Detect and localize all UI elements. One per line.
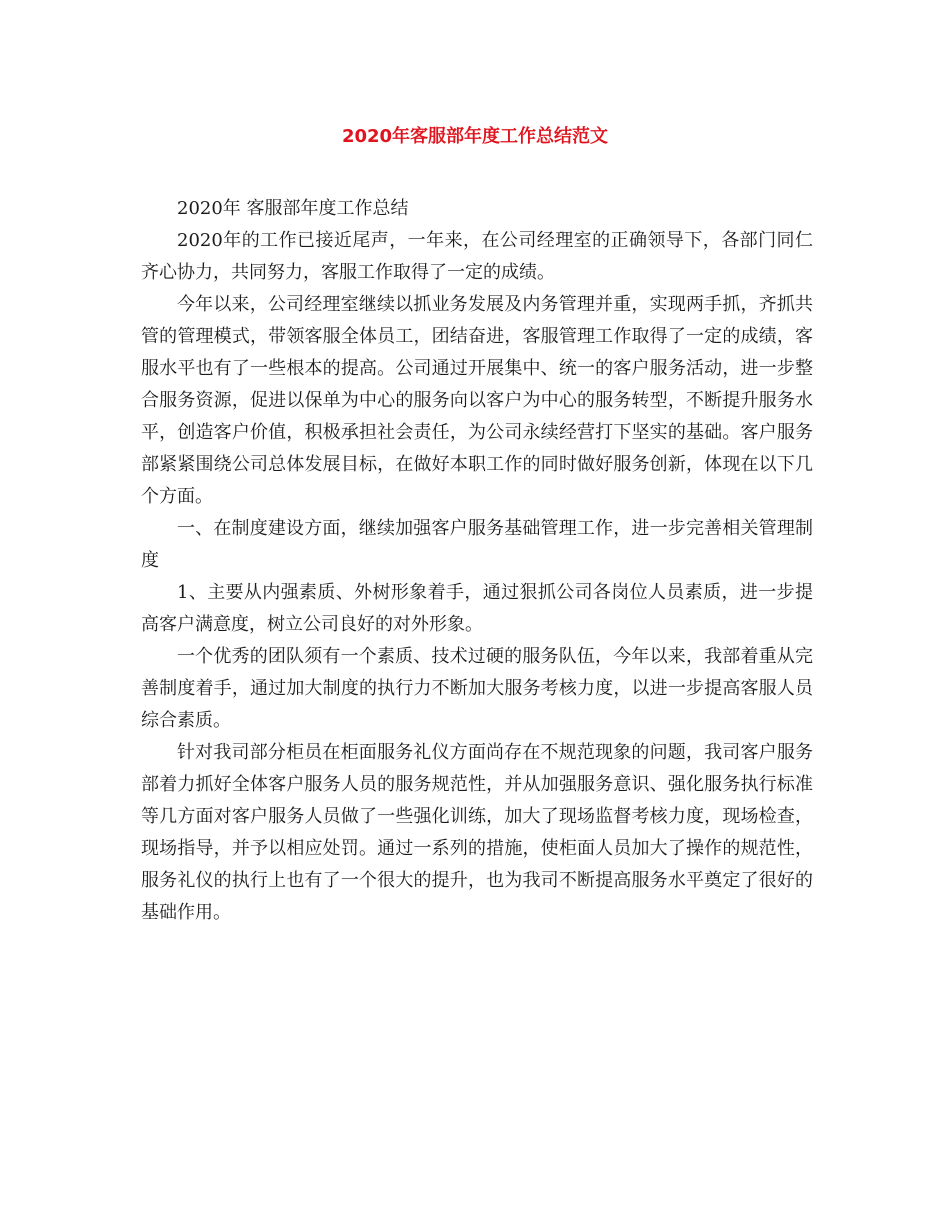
paragraph: 一个优秀的团队须有一个素质、技术过硬的服务队伍，今年以来，我部着重从完善制度着手，通过加大制度的执行力不断加大服务考核力度，以进一步提高客服人员综合素质。 (141, 646, 813, 731)
paragraph: 1、主要从内强素质、外树形象着手，通过狠抓公司各岗位人员素质，进一步提高客户满意度，树立公司良好的对外形象。 (141, 582, 813, 635)
paragraph: 2020年的工作已接近尾声，一年来，在公司经理室的正确领导下，各部门同仁齐心协力，共同努力，客服工作取得了一定的成绩。 (141, 230, 813, 283)
document-body (141, 193, 813, 929)
paragraph-heading: 2020年 客服部年度工作总结 (177, 198, 409, 219)
section-heading: 一、在制度建设方面，继续加强客户服务基础管理工作，进一步完善相关管理制度 (141, 518, 813, 571)
document-title: 2020年客服部年度工作总结范文 (341, 126, 609, 147)
paragraph: 今年以来，公司经理室继续以抓业务发展及内务管理并重，实现两手抓，齐抓共管的管理模式，带领客服全体员工，团结奋进，客服管理工作取得了一定的成绩，客服水平也有了一些根本的提高。公司通过开展集中、统一的客户服务活动，进一步整合服务资源，促进以保单为中心的服务向以客户为中心的服务转型，不断提升服务水平，创造客户价值，积极承担社会责任，为公司永续经营打下坚实的基础。客户服务部紧紧围绕公司总体发展目标，在做好本职工作的同时做好服务创新，体现在以下几个方面。 (141, 294, 813, 507)
paragraph: 针对我司部分柜员在柜面服务礼仪方面尚存在不规范现象的问题，我司客户服务部着力抓好全体客户服务人员的服务规范性，并从加强服务意识、强化服务执行标准等几方面对客户服务人员做了一些强化训练，加大了现场监督考核力度，现场检查，现场指导，并予以相应处罚。通过一系列的措施，使柜面人员加大了操作的规范性，服务礼仪的执行上也有了一个很大的提升，也为我司不断提高服务水平奠定了很好的基础作用。 (141, 742, 813, 923)
